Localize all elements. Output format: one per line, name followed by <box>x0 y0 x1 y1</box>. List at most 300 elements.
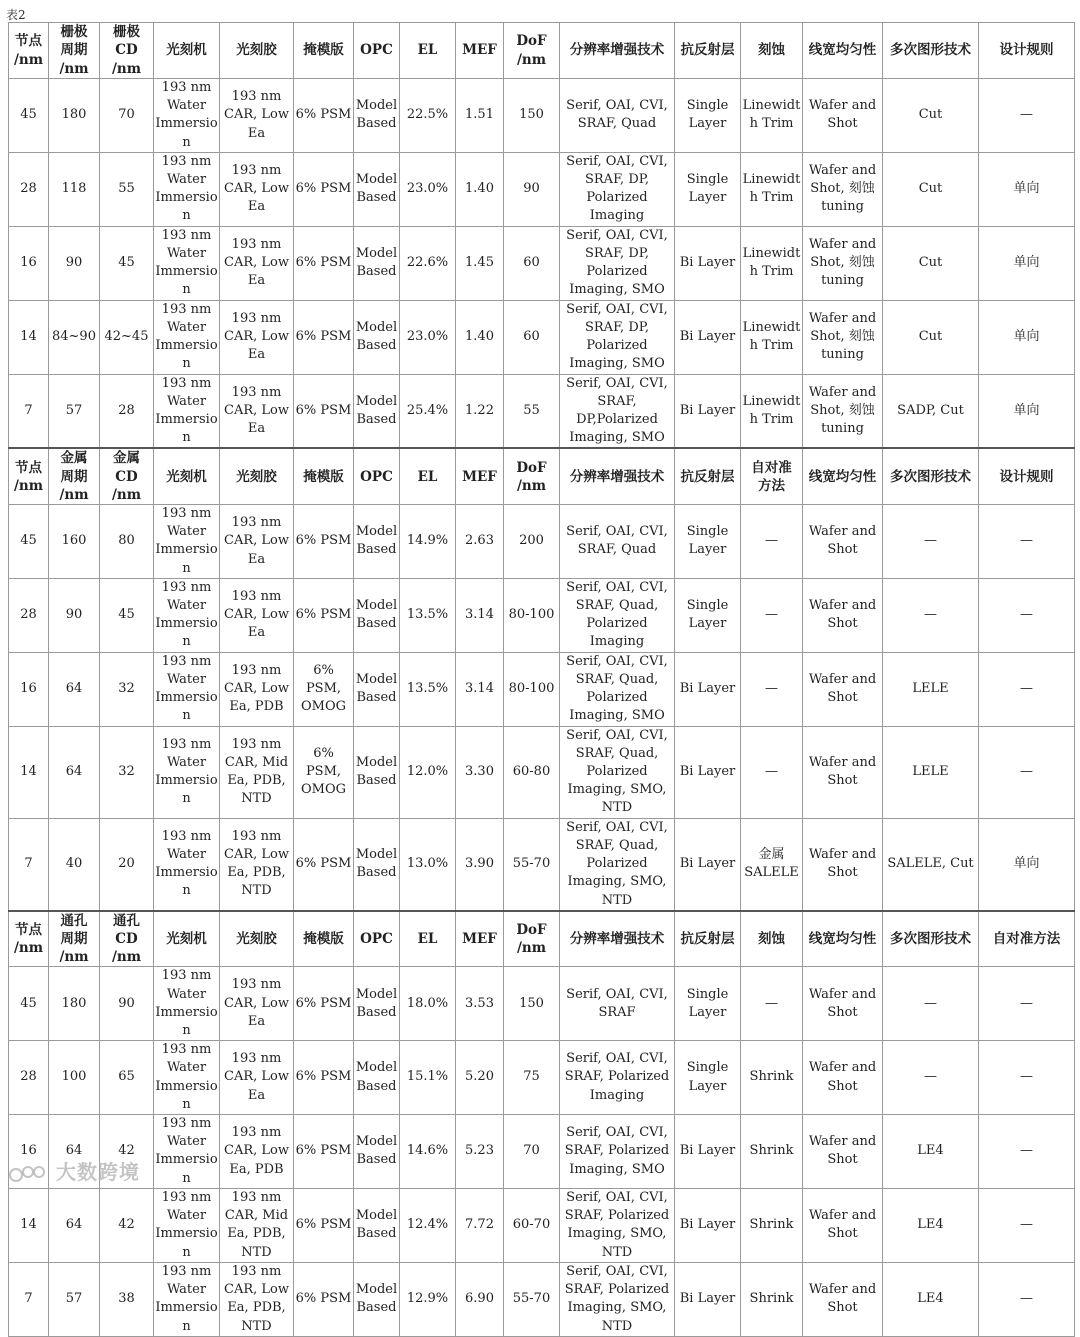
table-cell: 84~90 <box>49 300 100 374</box>
table-cell: 65 <box>100 1041 154 1115</box>
table-cell: — <box>741 505 803 579</box>
table-cell: 6% PSM, OMOG <box>294 652 354 726</box>
table-cell: 18.0% <box>400 967 456 1041</box>
table-cell: Model Based <box>354 374 400 448</box>
table-cell: 193 nm Water Immersion <box>154 967 220 1041</box>
table-cell: Linewidth Trim <box>741 79 803 153</box>
table-cell: 193 nm Water Immersion <box>154 1114 220 1188</box>
table-cell: 193 nm CAR, Low Ea <box>220 79 294 153</box>
table-cell: — <box>883 1041 979 1115</box>
table-cell: 5.20 <box>456 1041 504 1115</box>
table-row <box>9 967 1075 1041</box>
table-cell: Model Based <box>354 652 400 726</box>
table-cell: Serif, OAI, CVI, SRAF, Polarized Imaging, SMO, NTD <box>560 1188 675 1262</box>
table-cell: 28 <box>9 152 49 226</box>
table-cell: Serif, OAI, CVI, SRAF, Quad, Polarized Imaging, SMO, NTD <box>560 818 675 911</box>
table-cell: Wafer and Shot <box>803 967 883 1041</box>
table-cell: 单向 <box>979 300 1075 374</box>
table-cell: Model Based <box>354 152 400 226</box>
table-cell: 193 nm CAR, Low Ea <box>220 1041 294 1115</box>
column-header: 线宽均匀性 <box>803 911 883 967</box>
table-cell: 16 <box>9 1114 49 1188</box>
table-cell: Shrink <box>741 1041 803 1115</box>
table-cell: 193 nm Water Immersion <box>154 652 220 726</box>
table-cell: 193 nm Water Immersion <box>154 1188 220 1262</box>
table-cell: 55 <box>100 152 154 226</box>
column-header: 金属 周期 /nm <box>49 448 100 504</box>
table-cell: 45 <box>100 578 154 652</box>
column-header: 金属 CD /nm <box>100 448 154 504</box>
column-header: 自对准方法 <box>979 911 1075 967</box>
column-header: 节点 /nm <box>9 448 49 504</box>
table-cell: 90 <box>49 226 100 300</box>
table-cell: 45 <box>9 967 49 1041</box>
table-row <box>9 652 1075 726</box>
table-cell: 22.6% <box>400 226 456 300</box>
table-cell: Linewidth Trim <box>741 300 803 374</box>
table-cell: 6% PSM <box>294 79 354 153</box>
table-row <box>9 79 1075 153</box>
table-cell: 12.4% <box>400 1188 456 1262</box>
table-cell: 单向 <box>979 226 1075 300</box>
table-cell: 42 <box>100 1188 154 1262</box>
table-cell: Model Based <box>354 1041 400 1115</box>
table-cell: 13.5% <box>400 578 456 652</box>
table-cell: — <box>979 967 1075 1041</box>
table-cell: 193 nm CAR, Low Ea <box>220 374 294 448</box>
table-cell: — <box>741 726 803 818</box>
table-cell: Model Based <box>354 726 400 818</box>
table-cell: Single Layer <box>675 1041 741 1115</box>
table-cell: SADP, Cut <box>883 374 979 448</box>
table-cell: Bi Layer <box>675 374 741 448</box>
table-cell: 22.5% <box>400 79 456 153</box>
column-header: DoF /nm <box>504 448 560 504</box>
table-cell: 90 <box>504 152 560 226</box>
table-cell: LE4 <box>883 1262 979 1336</box>
table-cell: 20 <box>100 818 154 911</box>
table-cell: 193 nm CAR, Low Ea <box>220 152 294 226</box>
table-cell: 193 nm Water Immersion <box>154 578 220 652</box>
table-cell: 5.23 <box>456 1114 504 1188</box>
table-cell: Model Based <box>354 578 400 652</box>
table-cell: 1.45 <box>456 226 504 300</box>
table-cell: 6% PSM <box>294 818 354 911</box>
column-header: 线宽均匀性 <box>803 23 883 79</box>
table-cell: Serif, OAI, CVI, SRAF, DP, Polarized Imaging, SMO <box>560 226 675 300</box>
table-cell: 193 nm CAR, Low Ea, PDB, NTD <box>220 818 294 911</box>
table-cell: 80-100 <box>504 578 560 652</box>
table-cell: Model Based <box>354 1188 400 1262</box>
table-cell: 7 <box>9 374 49 448</box>
table-cell: 55-70 <box>504 1262 560 1336</box>
table-cell: 100 <box>49 1041 100 1115</box>
table-cell: 14 <box>9 726 49 818</box>
table-cell: 42~45 <box>100 300 154 374</box>
column-header: DoF /nm <box>504 911 560 967</box>
table-cell: 7 <box>9 818 49 911</box>
table-cell: Model Based <box>354 300 400 374</box>
table-cell: 1.40 <box>456 152 504 226</box>
table-cell: 6% PSM <box>294 152 354 226</box>
table-row <box>9 578 1075 652</box>
column-header: 通孔 CD /nm <box>100 911 154 967</box>
column-header: 掩模版 <box>294 911 354 967</box>
column-header: 通孔 周期 /nm <box>49 911 100 967</box>
table-cell: Wafer and Shot, 刻蚀 tuning <box>803 300 883 374</box>
table-cell: Wafer and Shot <box>803 1188 883 1262</box>
table-cell: 57 <box>49 1262 100 1336</box>
column-header: MEF <box>456 23 504 79</box>
table-cell: Shrink <box>741 1262 803 1336</box>
table-cell: 7 <box>9 1262 49 1336</box>
table-row <box>9 818 1075 911</box>
table-cell: Serif, OAI, CVI, SRAF, Quad, Polarized Imaging, SMO <box>560 652 675 726</box>
table-cell: Cut <box>883 79 979 153</box>
table-cell: Model Based <box>354 1262 400 1336</box>
table-cell: Single Layer <box>675 79 741 153</box>
table-cell: 193 nm Water Immersion <box>154 726 220 818</box>
watermark-logo <box>8 1156 140 1185</box>
column-header: EL <box>400 911 456 967</box>
table-cell: 6% PSM <box>294 505 354 579</box>
table-cell: 55 <box>504 374 560 448</box>
column-header: MEF <box>456 911 504 967</box>
table-cell: 193 nm CAR, Low Ea <box>220 505 294 579</box>
table-cell: 6% PSM <box>294 1188 354 1262</box>
table-cell: Single Layer <box>675 967 741 1041</box>
table-cell: 6% PSM <box>294 374 354 448</box>
table-cell: 38 <box>100 1262 154 1336</box>
table-cell: 64 <box>49 1188 100 1262</box>
table-cell: Serif, OAI, CVI, SRAF, Quad, Polarized Imaging <box>560 578 675 652</box>
table-cell: 180 <box>49 79 100 153</box>
table-cell: 80-100 <box>504 652 560 726</box>
table-cell: LELE <box>883 726 979 818</box>
lithography-spec-table <box>8 22 1075 1337</box>
table-cell: Cut <box>883 300 979 374</box>
column-header: 栅极 周期 /nm <box>49 23 100 79</box>
table-cell: Wafer and Shot <box>803 1041 883 1115</box>
table-row <box>9 1262 1075 1336</box>
column-header: 刻蚀 <box>741 23 803 79</box>
table-cell: 13.0% <box>400 818 456 911</box>
table-row <box>9 1041 1075 1115</box>
table-cell: 193 nm CAR, Low Ea <box>220 226 294 300</box>
table-cell: 14.6% <box>400 1114 456 1188</box>
column-header: 多次图形技术 <box>883 448 979 504</box>
table-cell: 6% PSM, OMOG <box>294 726 354 818</box>
table-cell: 80 <box>100 505 154 579</box>
table-cell: Serif, OAI, CVI, SRAF, DP, Polarized Imaging <box>560 152 675 226</box>
column-header: EL <box>400 448 456 504</box>
table-cell: Shrink <box>741 1114 803 1188</box>
table-cell: — <box>979 1041 1075 1115</box>
table-cell: Wafer and Shot <box>803 652 883 726</box>
header-row <box>9 448 1075 504</box>
table-cell: Serif, OAI, CVI, SRAF, Polarized Imaging <box>560 1041 675 1115</box>
table-cell: Wafer and Shot <box>803 79 883 153</box>
table-cell: — <box>979 726 1075 818</box>
watermark-text: 大数跨境 <box>55 1160 140 1184</box>
table-cell: 6% PSM <box>294 967 354 1041</box>
column-header: 分辨率增强技术 <box>560 23 675 79</box>
column-header: 栅极 CD /nm <box>100 23 154 79</box>
table-cell: 13.5% <box>400 652 456 726</box>
table-cell: 3.30 <box>456 726 504 818</box>
column-header: 分辨率增强技术 <box>560 448 675 504</box>
table-cell: — <box>883 505 979 579</box>
table-cell: 7.72 <box>456 1188 504 1262</box>
column-header: 光刻机 <box>154 448 220 504</box>
table-cell: 70 <box>504 1114 560 1188</box>
table-cell: Serif, OAI, CVI, SRAF, Quad <box>560 79 675 153</box>
table-cell: Bi Layer <box>675 1188 741 1262</box>
table-cell: SALELE, Cut <box>883 818 979 911</box>
table-cell: 193 nm CAR, Low Ea <box>220 967 294 1041</box>
table-cell: 60-70 <box>504 1188 560 1262</box>
table-cell: 193 nm CAR, Mid Ea, PDB, NTD <box>220 726 294 818</box>
table-cell: — <box>979 1188 1075 1262</box>
column-header: 抗反射层 <box>675 448 741 504</box>
table-cell: 193 nm Water Immersion <box>154 505 220 579</box>
table-row <box>9 152 1075 226</box>
table-cell: — <box>741 967 803 1041</box>
table-cell: 118 <box>49 152 100 226</box>
table-row <box>9 726 1075 818</box>
table-cell: — <box>979 79 1075 153</box>
table-cell: 193 nm Water Immersion <box>154 79 220 153</box>
brand-icon <box>8 1163 48 1185</box>
table-cell: — <box>979 1262 1075 1336</box>
column-header: 光刻胶 <box>220 23 294 79</box>
column-header: 自对准 方法 <box>741 448 803 504</box>
table-cell: Wafer and Shot <box>803 1114 883 1188</box>
table-cell: 193 nm Water Immersion <box>154 1262 220 1336</box>
table-cell: 193 nm CAR, Low Ea, PDB <box>220 1114 294 1188</box>
table-cell: Wafer and Shot <box>803 726 883 818</box>
table-cell: 3.14 <box>456 578 504 652</box>
table-cell: 193 nm Water Immersion <box>154 818 220 911</box>
table-cell: 64 <box>49 726 100 818</box>
table-cell: — <box>979 505 1075 579</box>
table-cell: 60 <box>504 226 560 300</box>
table-cell: 6% PSM <box>294 1041 354 1115</box>
table-cell: Wafer and Shot, 刻蚀 tuning <box>803 226 883 300</box>
table-cell: Bi Layer <box>675 652 741 726</box>
table-cell: 193 nm Water Immersion <box>154 300 220 374</box>
column-header: MEF <box>456 448 504 504</box>
table-cell: 90 <box>100 967 154 1041</box>
table-cell: 28 <box>9 1041 49 1115</box>
table-cell: 3.53 <box>456 967 504 1041</box>
header-row <box>9 23 1075 79</box>
table-cell: 3.14 <box>456 652 504 726</box>
table-cell: 28 <box>9 578 49 652</box>
table-cell: 15.1% <box>400 1041 456 1115</box>
table-cell: Serif, OAI, CVI, SRAF, DP, Polarized Imaging, SMO <box>560 300 675 374</box>
table-cell: Model Based <box>354 967 400 1041</box>
table-cell: Cut <box>883 226 979 300</box>
table-cell: 1.22 <box>456 374 504 448</box>
column-header: 多次图形技术 <box>883 23 979 79</box>
table-cell: 6% PSM <box>294 578 354 652</box>
table-cell: 90 <box>49 578 100 652</box>
column-header: 光刻机 <box>154 23 220 79</box>
table-cell: Wafer and Shot <box>803 578 883 652</box>
table-cell: 64 <box>49 652 100 726</box>
table-cell: LELE <box>883 652 979 726</box>
table-cell: 14 <box>9 300 49 374</box>
column-header: 抗反射层 <box>675 911 741 967</box>
table-cell: Bi Layer <box>675 818 741 911</box>
table-cell: 193 nm CAR, Low Ea <box>220 300 294 374</box>
column-header: 抗反射层 <box>675 23 741 79</box>
table-cell: 150 <box>504 967 560 1041</box>
table-row <box>9 226 1075 300</box>
column-header: OPC <box>354 448 400 504</box>
table-cell: 6% PSM <box>294 1114 354 1188</box>
column-header: 掩模版 <box>294 23 354 79</box>
table-cell: Wafer and Shot <box>803 818 883 911</box>
table-row <box>9 1114 1075 1188</box>
table-cell: 32 <box>100 726 154 818</box>
table-cell: Linewidth Trim <box>741 152 803 226</box>
column-header: 多次图形技术 <box>883 911 979 967</box>
table-cell: 16 <box>9 652 49 726</box>
table-cell: — <box>741 578 803 652</box>
table-cell: 16 <box>9 226 49 300</box>
table-cell: 12.0% <box>400 726 456 818</box>
table-cell: 6% PSM <box>294 1262 354 1336</box>
table-cell: 1.51 <box>456 79 504 153</box>
table-cell: Serif, OAI, CVI, SRAF, Polarized Imaging, SMO <box>560 1114 675 1188</box>
table-cell: Model Based <box>354 226 400 300</box>
table-cell: 180 <box>49 967 100 1041</box>
table-cell: Single Layer <box>675 152 741 226</box>
column-header: 掩模版 <box>294 448 354 504</box>
table-cell: 6% PSM <box>294 300 354 374</box>
column-header: OPC <box>354 911 400 967</box>
table-cell: — <box>979 578 1075 652</box>
table-cell: LE4 <box>883 1114 979 1188</box>
table-cell: 60-80 <box>504 726 560 818</box>
table-cell: 单向 <box>979 374 1075 448</box>
table-cell: 64 <box>49 1114 100 1188</box>
column-header: 设计规则 <box>979 23 1075 79</box>
table-cell: 单向 <box>979 818 1075 911</box>
table-cell: 193 nm Water Immersion <box>154 1041 220 1115</box>
table-cell: Linewidth Trim <box>741 374 803 448</box>
column-header: 节点 /nm <box>9 911 49 967</box>
table-cell: — <box>741 652 803 726</box>
table-cell: 14 <box>9 1188 49 1262</box>
table-cell: Wafer and Shot <box>803 1262 883 1336</box>
table-caption: 表2 <box>6 8 26 22</box>
column-header: 光刻胶 <box>220 911 294 967</box>
table-cell: 70 <box>100 79 154 153</box>
table-cell: Bi Layer <box>675 226 741 300</box>
table-cell: Wafer and Shot, 刻蚀 tuning <box>803 152 883 226</box>
table-cell: Cut <box>883 152 979 226</box>
table-cell: 42 <box>100 1114 154 1188</box>
table-cell: — <box>883 967 979 1041</box>
column-header: 光刻胶 <box>220 448 294 504</box>
table-cell: 28 <box>100 374 154 448</box>
table-cell: Bi Layer <box>675 300 741 374</box>
table-cell: — <box>979 652 1075 726</box>
table-cell: Serif, OAI, CVI, SRAF, Polarized Imaging, SMO, NTD <box>560 1262 675 1336</box>
table-cell: Wafer and Shot <box>803 505 883 579</box>
table-cell: 32 <box>100 652 154 726</box>
table-cell: 193 nm CAR, Low Ea, PDB, NTD <box>220 1262 294 1336</box>
table-cell: 3.90 <box>456 818 504 911</box>
table-cell: 45 <box>9 505 49 579</box>
table-cell: Single Layer <box>675 578 741 652</box>
table-cell: 23.0% <box>400 152 456 226</box>
table-cell: Bi Layer <box>675 1114 741 1188</box>
table-cell: — <box>979 1114 1075 1188</box>
table-cell: 193 nm CAR, Low Ea, PDB <box>220 652 294 726</box>
table-cell: 193 nm CAR, Mid Ea, PDB, NTD <box>220 1188 294 1262</box>
table-cell: Bi Layer <box>675 1262 741 1336</box>
column-header: OPC <box>354 23 400 79</box>
table-cell: 2.63 <box>456 505 504 579</box>
table-cell: 45 <box>9 79 49 153</box>
table-cell: 单向 <box>979 152 1075 226</box>
table-cell: Serif, OAI, CVI, SRAF, DP,Polarized Imaging, SMO <box>560 374 675 448</box>
table-cell: Shrink <box>741 1188 803 1262</box>
column-header: 刻蚀 <box>741 911 803 967</box>
table-row <box>9 505 1075 579</box>
table-cell: 金属 SALELE <box>741 818 803 911</box>
table-cell: 193 nm Water Immersion <box>154 226 220 300</box>
table-cell: — <box>883 578 979 652</box>
table-cell: 55-70 <box>504 818 560 911</box>
table-cell: 12.9% <box>400 1262 456 1336</box>
table-row <box>9 1188 1075 1262</box>
table-cell: 1.40 <box>456 300 504 374</box>
column-header: 设计规则 <box>979 448 1075 504</box>
table-cell: 45 <box>100 226 154 300</box>
column-header: 节点 /nm <box>9 23 49 79</box>
column-header: EL <box>400 23 456 79</box>
table-cell: 150 <box>504 79 560 153</box>
table-cell: Model Based <box>354 505 400 579</box>
table-cell: Model Based <box>354 79 400 153</box>
header-row <box>9 911 1075 967</box>
table-cell: 40 <box>49 818 100 911</box>
table-cell: Bi Layer <box>675 726 741 818</box>
table-cell: Linewidth Trim <box>741 226 803 300</box>
table-cell: Serif, OAI, CVI, SRAF, Quad, Polarized Imaging, SMO, NTD <box>560 726 675 818</box>
table-cell: 57 <box>49 374 100 448</box>
table-cell: Serif, OAI, CVI, SRAF <box>560 967 675 1041</box>
column-header: 分辨率增强技术 <box>560 911 675 967</box>
table-cell: 193 nm Water Immersion <box>154 152 220 226</box>
table-cell: 25.4% <box>400 374 456 448</box>
table-cell: 6% PSM <box>294 226 354 300</box>
table-row <box>9 374 1075 448</box>
table-cell: 160 <box>49 505 100 579</box>
table-cell: 200 <box>504 505 560 579</box>
table-cell: Model Based <box>354 818 400 911</box>
column-header: 光刻机 <box>154 911 220 967</box>
table-cell: 60 <box>504 300 560 374</box>
table-cell: 14.9% <box>400 505 456 579</box>
table-cell: Single Layer <box>675 505 741 579</box>
table-cell: 6.90 <box>456 1262 504 1336</box>
